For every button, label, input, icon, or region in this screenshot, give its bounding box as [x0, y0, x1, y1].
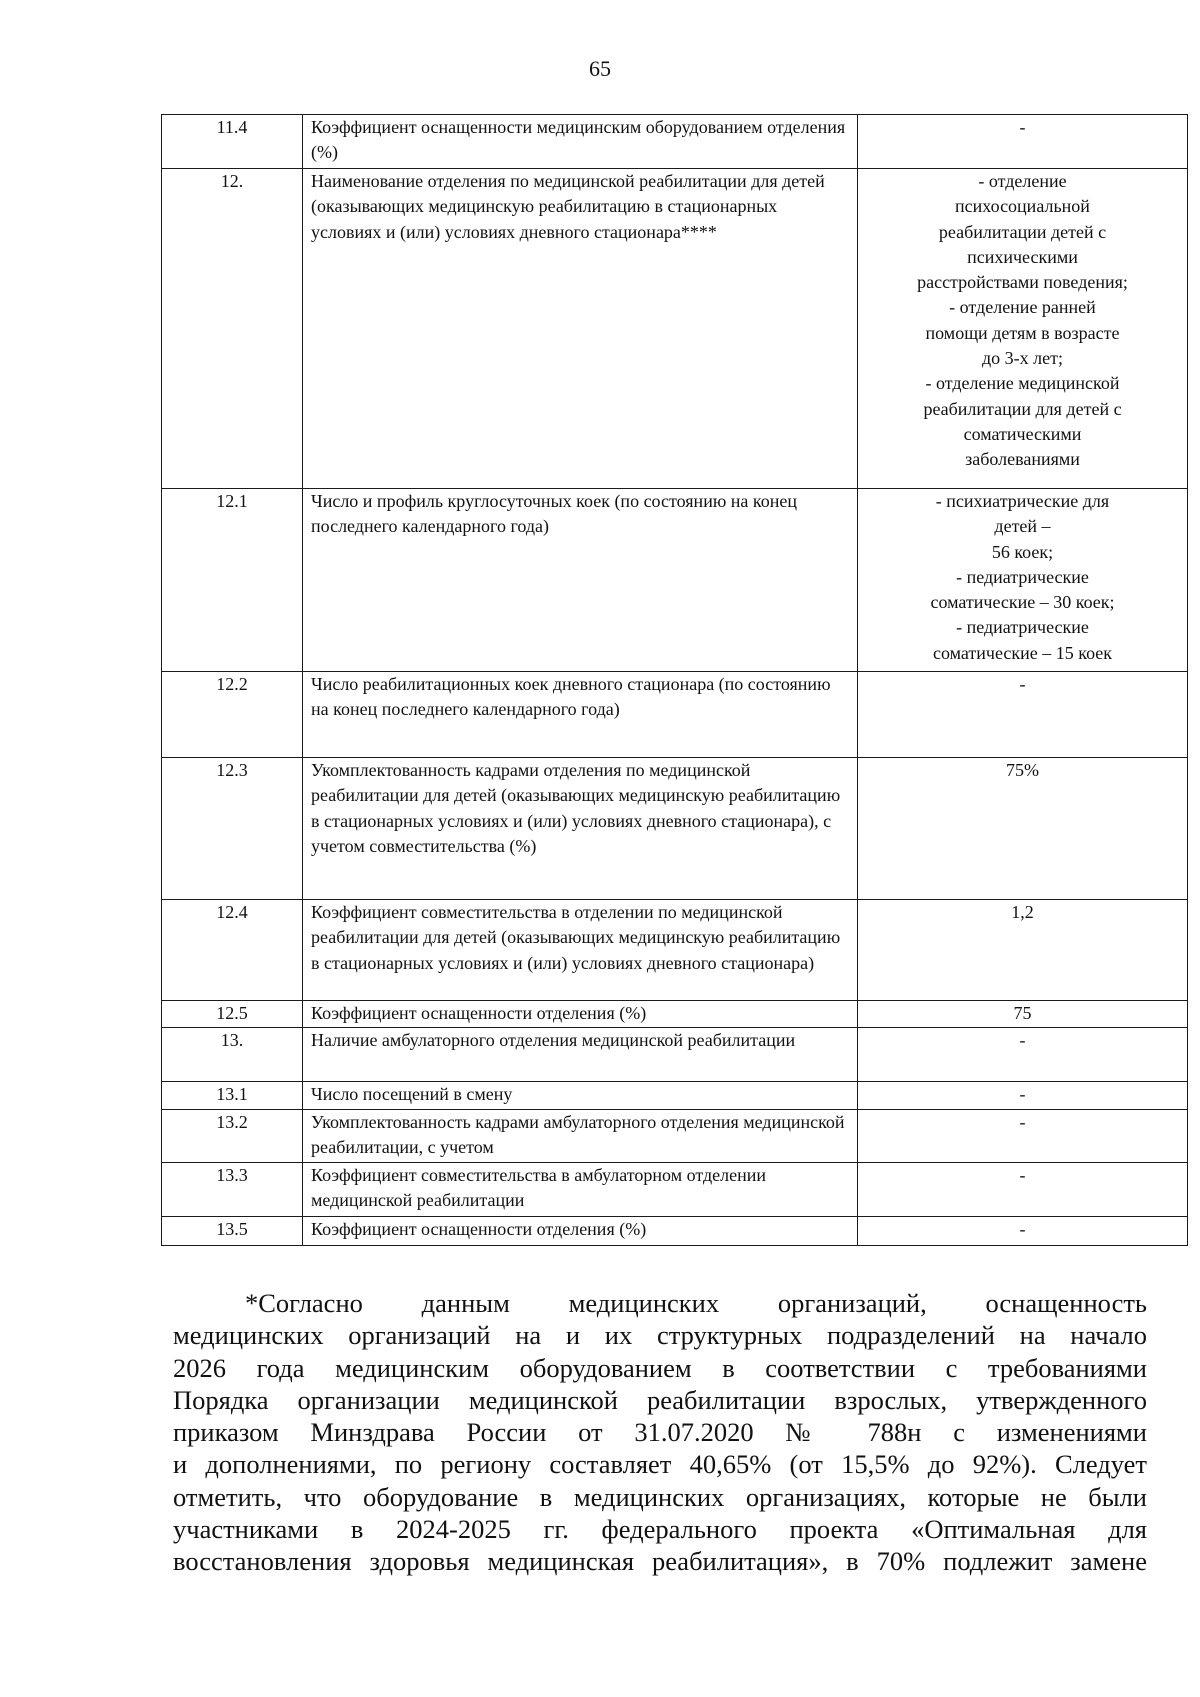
footnote-line: Порядка организации медицинской реабилитации взрослых, утвержденного	[173, 1384, 1147, 1415]
row-value	[858, 489, 1188, 672]
value-line: -	[1019, 1030, 1026, 1050]
row-number: 13.2	[162, 1110, 303, 1163]
value-line: - отделение	[978, 171, 1067, 191]
row-indicator: Число посещений в смену	[303, 1082, 858, 1110]
table-row	[162, 672, 1188, 758]
footnote-line: приказом Минздрава России от 31.07.2020 № 788н с изменениями	[173, 1417, 1147, 1448]
value-line: реабилитации для детей с	[923, 398, 1122, 419]
table-row	[162, 1217, 1188, 1246]
row-number: 13.3	[162, 1163, 303, 1217]
row-indicator: Наименование отделения по медицинской реабилитации для детей (оказывающих медицинскую реабилитацию в стационарных условиях и (или) условиях дневного стационара****	[303, 169, 858, 489]
row-indicator: Число и профиль круглосуточных коек (по состоянию на конец последнего календарного года)	[303, 489, 858, 672]
value-line: -	[1019, 117, 1026, 137]
row-value	[858, 672, 1188, 758]
row-number: 12.	[162, 169, 303, 489]
table-row	[162, 1110, 1188, 1163]
table-row	[162, 1082, 1188, 1110]
row-number: 12.1	[162, 489, 303, 672]
footnote-line: восстановления здоровья медицинская реабилитация», в 70% подлежит замене	[173, 1546, 1147, 1577]
table-row	[162, 115, 1188, 169]
row-value	[858, 115, 1188, 169]
row-value	[858, 1028, 1188, 1082]
value-line: -	[1019, 1112, 1026, 1132]
value-line: -	[1019, 1219, 1026, 1239]
table-row	[162, 1028, 1188, 1082]
footnote-line: участниками в 2024-2025 гг. федерального проекта «Оптимальная для	[173, 1514, 1147, 1545]
value-line: - отделение медицинской	[925, 373, 1120, 394]
row-indicator: Коэффициент совместительства в отделении по медицинской реабилитации для детей (оказывающих медицинскую реабилитацию в стационарных условиях и (или) условиях дневного стационара)	[303, 900, 858, 1001]
row-indicator: Укомплектованность кадрами отделения по медицинской реабилитации для детей (оказывающих медицинскую реабилитацию в стационарных условиях и (или) условиях дневного стационара), с учетом совместительства (%)	[303, 758, 858, 900]
footnote-line: *Согласно данным медицинских организаций, оснащенность	[245, 1288, 1147, 1318]
indicators-table	[161, 114, 1188, 1246]
row-value	[858, 900, 1188, 1001]
table-row	[162, 1001, 1188, 1028]
footnote-line: медицинских организаций на и их структурных подразделений на начало	[173, 1320, 1147, 1351]
value-line: детей –	[994, 516, 1051, 537]
value-line: соматическими	[963, 423, 1082, 444]
row-value	[858, 169, 1188, 489]
value-line: -	[1019, 674, 1026, 694]
value-line: 1,2	[1011, 902, 1034, 922]
value-line: 75	[1013, 1003, 1032, 1023]
value-line: психосоциальной	[955, 196, 1090, 217]
value-line: - отделение ранней	[949, 297, 1096, 318]
table-row	[162, 758, 1188, 900]
row-indicator: Коэффициент оснащенности медицинским оборудованием отделения (%)	[303, 115, 858, 169]
row-number: 12.5	[162, 1001, 303, 1028]
row-indicator: Коэффициент оснащенности отделения (%)	[303, 1217, 858, 1246]
value-line: 56 коек;	[991, 541, 1054, 562]
row-value	[858, 1082, 1188, 1110]
value-line: расстройствами поведения;	[917, 272, 1128, 293]
table-row	[162, 900, 1188, 1001]
value-line: - педиатрические	[956, 566, 1089, 587]
value-line: реабилитации детей с	[938, 221, 1107, 242]
value-line: -	[1019, 1165, 1026, 1185]
row-value	[858, 1110, 1188, 1163]
value-line: 75%	[1006, 760, 1039, 780]
footnote-paragraph	[173, 1287, 1147, 1578]
row-number: 12.3	[162, 758, 303, 900]
table-row	[162, 1163, 1188, 1217]
row-number: 12.2	[162, 672, 303, 758]
row-value	[858, 1217, 1188, 1246]
value-line: - психиатрические для	[935, 491, 1110, 511]
value-line: заболеваниями	[965, 449, 1080, 470]
table-row	[162, 169, 1188, 489]
value-line: помощи детям в возрасте	[925, 322, 1120, 343]
row-number: 13.1	[162, 1082, 303, 1110]
footnote-line: 2026 года медицинским оборудованием в соответствии с требованиями	[173, 1352, 1147, 1383]
footnote-line: отметить, что оборудование в медицинских организациях, которые не были	[173, 1481, 1147, 1512]
row-value	[858, 1001, 1188, 1028]
row-indicator: Наличие амбулаторного отделения медицинской реабилитации	[303, 1028, 858, 1082]
value-line: -	[1019, 1084, 1026, 1104]
value-line: до 3-х лет;	[982, 348, 1063, 369]
row-indicator: Коэффициент совместительства в амбулаторном отделении медицинской реабилитации	[303, 1163, 858, 1217]
row-value	[858, 1163, 1188, 1217]
table-row	[162, 489, 1188, 672]
row-number: 13.5	[162, 1217, 303, 1246]
row-value	[858, 758, 1188, 900]
footnote-line: и дополнениями, по региону составляет 40,65% (от 15,5% до 92%). Следует	[173, 1449, 1147, 1480]
value-line: соматические – 30 коек;	[930, 592, 1115, 613]
value-line: - педиатрические	[956, 617, 1089, 638]
value-line: психическими	[967, 246, 1078, 267]
value-line: соматические – 15 коек	[932, 642, 1113, 663]
row-indicator: Число реабилитационных коек дневного стационара (по состоянию на конец последнего календарного года)	[303, 672, 858, 758]
row-indicator: Укомплектованность кадрами амбулаторного отделения медицинской реабилитации, с учетом	[303, 1110, 858, 1163]
row-number: 11.4	[162, 115, 303, 169]
row-number: 13.	[162, 1028, 303, 1082]
row-indicator: Коэффициент оснащенности отделения (%)	[303, 1001, 858, 1028]
row-number: 12.4	[162, 900, 303, 1001]
page-number: 65	[589, 56, 611, 81]
